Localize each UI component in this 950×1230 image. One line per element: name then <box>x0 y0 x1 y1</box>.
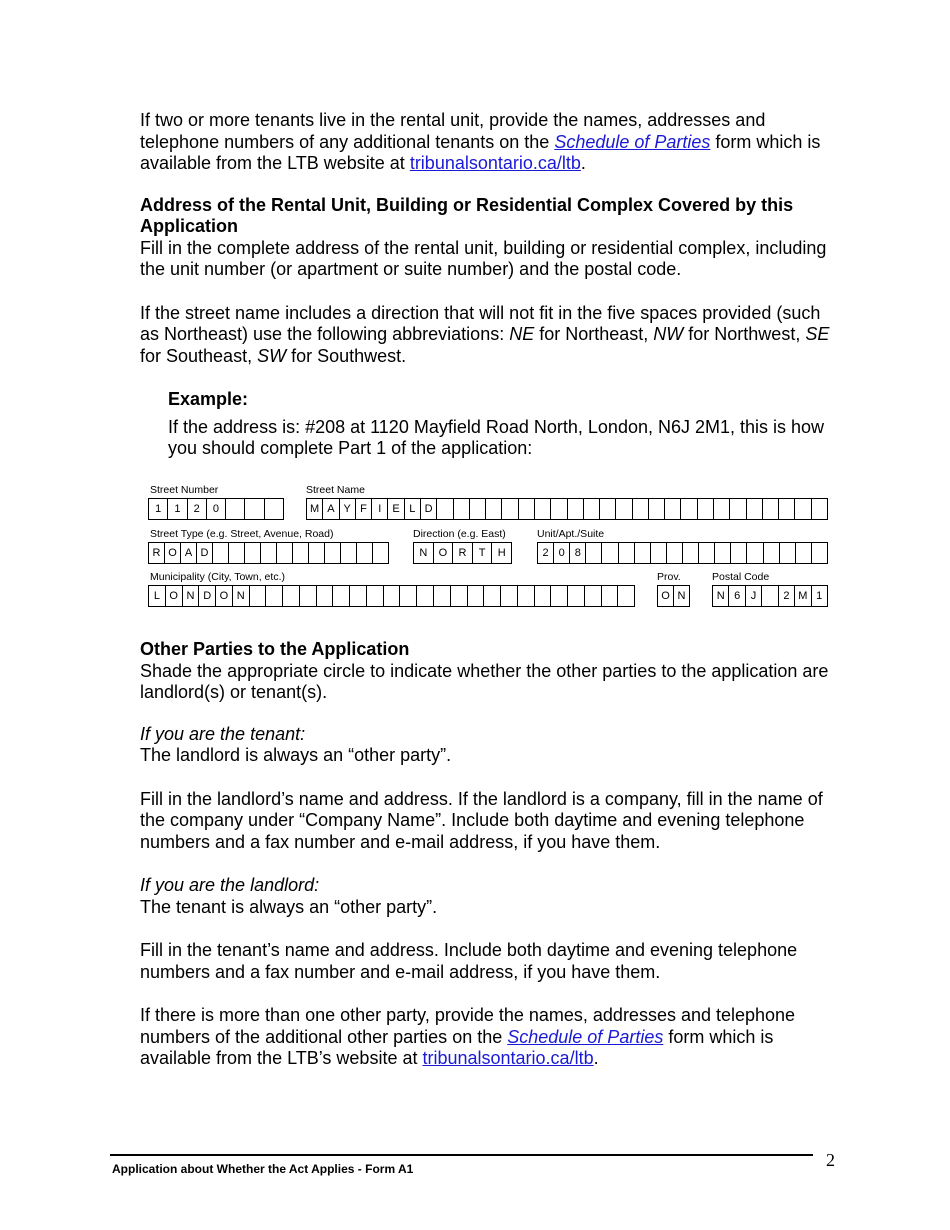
municipality-label: Municipality (City, Town, etc.) <box>150 571 285 583</box>
street-type-cell: A <box>181 543 197 563</box>
street-name-cell <box>551 499 567 519</box>
street-name-cell <box>714 499 730 519</box>
street-name-cell <box>649 499 665 519</box>
street-number-cell <box>245 499 264 519</box>
municipality-cell <box>535 586 552 606</box>
direction-cell: N <box>414 543 434 563</box>
street-number-cell: 1 <box>149 499 168 519</box>
street-name-cell <box>681 499 697 519</box>
street-type-cell <box>341 543 357 563</box>
municipality-cell: O <box>216 586 233 606</box>
unit-cell <box>780 543 796 563</box>
unit-cell <box>812 543 827 563</box>
municipality-cell: N <box>183 586 200 606</box>
direction-cell: T <box>473 543 493 563</box>
municipality-cell <box>317 586 334 606</box>
more-parties-text: If there is more than one other party, provide the names, addresses and telephone numbers of the additional other parties on the <box>140 1005 796 1047</box>
street-type-label: Street Type (e.g. Street, Avenue, Road) <box>150 528 334 540</box>
direction-label: Direction (e.g. East) <box>413 528 506 540</box>
street-number-boxes <box>148 498 284 520</box>
street-name-cell <box>747 499 763 519</box>
street-type-cell <box>213 543 229 563</box>
abbrev-nw: NW <box>653 324 684 344</box>
municipality-cell <box>417 586 434 606</box>
unit-cell <box>796 543 812 563</box>
direction-boxes <box>413 542 512 564</box>
municipality-cell <box>618 586 634 606</box>
unit-cell <box>586 543 602 563</box>
municipality-cell <box>484 586 501 606</box>
street-type-cell <box>373 543 388 563</box>
ltb-website-link-2[interactable]: tribunalsontario.ca/ltb <box>422 1048 594 1068</box>
unit-label: Unit/Apt./Suite <box>537 528 605 540</box>
street-type-cell <box>261 543 277 563</box>
prov-label: Prov. <box>657 571 681 583</box>
unit-cell <box>602 543 618 563</box>
street-type-cell <box>277 543 293 563</box>
municipality-cell <box>283 586 300 606</box>
abbrev-text: for Southwest. <box>286 345 407 366</box>
municipality-cell: D <box>199 586 216 606</box>
street-name-cell: L <box>405 499 421 519</box>
municipality-cell <box>400 586 417 606</box>
schedule-of-parties-link-2[interactable]: Schedule of Parties <box>507 1026 664 1047</box>
landlord-heading: If you are the landlord: <box>140 875 320 895</box>
postal-cell: 6 <box>729 586 745 606</box>
more-parties-text-2: form which is available from the LTB’s website at <box>140 1026 774 1068</box>
postal-cell: 2 <box>779 586 795 606</box>
street-name-cell <box>584 499 600 519</box>
intro-text-2: form which is available from the LTB website at <box>140 131 821 173</box>
unit-cell <box>667 543 683 563</box>
street-name-cell <box>600 499 616 519</box>
direction-cell: R <box>453 543 473 563</box>
abbrev-text: If the street name includes a direction that will not fit in the five spaces provided (such as Northeast) use the following abbreviations: <box>140 302 821 344</box>
tenant-line: The landlord is always an “other party”. <box>140 745 452 765</box>
municipality-cell <box>585 586 602 606</box>
ltb-website-link[interactable]: tribunalsontario.ca/ltb <box>409 153 581 173</box>
street-name-cell <box>616 499 632 519</box>
street-type-cell <box>229 543 245 563</box>
street-name-cell: F <box>356 499 372 519</box>
street-name-cell <box>568 499 584 519</box>
municipality-cell <box>451 586 468 606</box>
street-number-cell <box>226 499 245 519</box>
municipality-cell <box>350 586 367 606</box>
municipality-cell <box>266 586 283 606</box>
municipality-cell <box>333 586 350 606</box>
municipality-boxes <box>148 585 635 607</box>
municipality-cell: L <box>149 586 166 606</box>
street-type-cell <box>245 543 261 563</box>
unit-cell <box>683 543 699 563</box>
street-type-cell: O <box>165 543 181 563</box>
direction-cell: H <box>497 546 506 559</box>
prov-boxes <box>657 585 690 607</box>
street-name-cell <box>763 499 779 519</box>
street-name-cell <box>730 499 746 519</box>
street-name-cell: I <box>372 499 388 519</box>
street-name-cell: A <box>323 499 339 519</box>
street-type-boxes <box>148 542 389 564</box>
street-name-label: Street Name <box>306 484 365 496</box>
address-paragraph-2 <box>140 303 840 368</box>
landlord-paragraph: Fill in the tenant’s name and address. Include both daytime and evening telephone numbers and a fax number and e-mail address, if you have them. <box>140 940 798 982</box>
example-block <box>168 389 840 460</box>
street-name-cell <box>665 499 681 519</box>
prov-cell: O <box>658 586 674 606</box>
street-name-cell: M <box>307 499 323 519</box>
abbrev-text: for Northeast, <box>534 324 654 344</box>
street-type-cell: R <box>149 543 165 563</box>
footer-rule <box>110 1154 813 1156</box>
abbrev-sw: SW <box>257 345 287 366</box>
intro-text-3: . <box>580 153 586 173</box>
unit-cell: 2 <box>538 543 554 563</box>
prov-cell: N <box>677 589 686 602</box>
street-name-cell <box>633 499 649 519</box>
sample-address-form <box>148 484 830 610</box>
street-name-cell <box>779 499 795 519</box>
street-name-cell: E <box>388 499 404 519</box>
municipality-cell <box>434 586 451 606</box>
street-number-cell <box>265 499 283 519</box>
municipality-cell <box>300 586 317 606</box>
municipality-cell <box>250 586 267 606</box>
postal-cell: J <box>746 586 762 606</box>
municipality-cell: N <box>233 586 250 606</box>
street-name-boxes <box>306 498 828 520</box>
municipality-cell <box>501 586 518 606</box>
unit-cell <box>731 543 747 563</box>
tenant-paragraph: Fill in the landlord’s name and address. If the landlord is a company, fill in the name of the company under “Company Name”. Include both daytime and evening telephone numbers and a fax number and e-mail address, if you have them. <box>140 788 823 852</box>
postal-code-boxes <box>712 585 828 607</box>
street-name-cell: Y <box>340 499 356 519</box>
unit-cell <box>715 543 731 563</box>
document-body <box>140 110 840 460</box>
unit-cell <box>651 543 667 563</box>
address-section-heading: Address of the Rental Unit, Building or Residential Complex Covered by this Application <box>140 194 794 236</box>
street-name-cell <box>486 499 502 519</box>
example-text: If the address is: #208 at 1120 Mayfield Road North, London, N6J 2M1, this is how you should complete Part 1 of the application: <box>168 416 825 458</box>
intro-paragraph <box>140 110 840 175</box>
other-parties-paragraph: Shade the appropriate circle to indicate whether the other parties to the application are landlord(s) or tenant(s). <box>140 660 829 702</box>
street-name-cell <box>812 499 827 519</box>
tenant-heading: If you are the tenant: <box>140 723 306 744</box>
other-parties-heading: Other Parties to the Application <box>140 639 410 659</box>
unit-cell: 0 <box>554 543 570 563</box>
footer-title: Application about Whether the Act Applies - Form A1 <box>112 1162 414 1176</box>
street-name-cell <box>454 499 470 519</box>
unit-cell <box>747 543 763 563</box>
postal-cell <box>762 586 778 606</box>
abbrev-text: for Northwest, <box>683 324 806 344</box>
postal-cell: N <box>713 586 729 606</box>
street-name-cell <box>519 499 535 519</box>
other-parties-section <box>140 639 840 1070</box>
street-name-cell <box>470 499 486 519</box>
address-paragraph-1: Fill in the complete address of the rental unit, building or residential complex, including the unit number (or apartment or suite number) and the postal code. <box>140 237 827 279</box>
unit-cell: 8 <box>570 543 586 563</box>
street-number-cell: 1 <box>168 499 187 519</box>
street-type-cell <box>325 543 341 563</box>
intro-text: If two or more tenants live in the rental unit, provide the names, addresses and telephone numbers of any additional tenants on the <box>140 110 766 152</box>
landlord-line: The tenant is always an “other party”. <box>140 896 438 917</box>
abbrev-ne: NE <box>509 324 535 344</box>
street-name-cell <box>698 499 714 519</box>
direction-cell: O <box>434 543 454 563</box>
more-parties-text-3: . <box>593 1048 599 1068</box>
postal-cell: 1 <box>816 589 823 602</box>
unit-cell <box>699 543 715 563</box>
unit-cell <box>764 543 780 563</box>
street-name-cell <box>437 499 453 519</box>
abbrev-se: SE <box>805 324 830 344</box>
page-number: 2 <box>826 1150 835 1170</box>
more-parties-paragraph <box>140 1005 840 1070</box>
municipality-cell <box>518 586 535 606</box>
municipality-cell <box>551 586 568 606</box>
street-number-label: Street Number <box>150 484 219 496</box>
postal-cell: M <box>795 586 811 606</box>
municipality-cell <box>602 586 619 606</box>
street-name-cell: D <box>421 499 437 519</box>
municipality-cell <box>367 586 384 606</box>
street-number-cell: 2 <box>188 499 207 519</box>
municipality-cell <box>568 586 585 606</box>
unit-cell <box>619 543 635 563</box>
street-name-cell <box>535 499 551 519</box>
street-type-cell: D <box>197 543 213 563</box>
postal-code-label: Postal Code <box>712 571 770 583</box>
schedule-of-parties-link[interactable]: Schedule of Parties <box>554 131 711 152</box>
street-type-cell <box>357 543 373 563</box>
municipality-cell: O <box>166 586 183 606</box>
street-name-cell <box>795 499 811 519</box>
unit-boxes <box>537 542 828 564</box>
street-type-cell <box>293 543 309 563</box>
street-name-cell <box>502 499 518 519</box>
abbrev-text: for Southeast, <box>140 345 258 366</box>
street-type-cell <box>309 543 325 563</box>
municipality-cell <box>384 586 401 606</box>
municipality-cell <box>468 586 485 606</box>
unit-cell <box>635 543 651 563</box>
example-title: Example: <box>168 389 249 409</box>
street-number-cell: 0 <box>207 499 226 519</box>
